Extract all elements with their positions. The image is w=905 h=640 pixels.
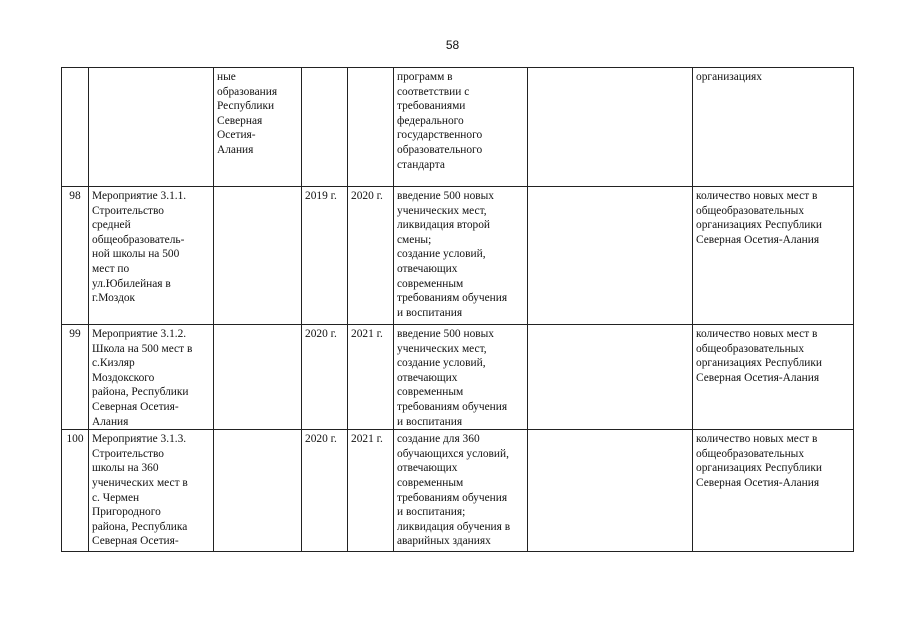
expected-result-cell: введение 500 новых ученических мест, создание условий, отвечающих современным требованиям обучения и воспитания xyxy=(394,325,528,430)
table-row xyxy=(62,187,854,325)
indicator-cell: количество новых мест в общеобразовательных организациях Республики Северная Осетия-Алания xyxy=(693,430,854,552)
row-number-cell xyxy=(62,68,89,187)
expected-result-cell: введение 500 новых ученических мест, ликвидация второй смены; создание условий, отвечающих современным требованиям обучения и воспитания xyxy=(394,187,528,325)
consequence-cell xyxy=(528,430,693,552)
row-number-cell: 98 xyxy=(62,187,89,325)
row-number-cell: 99 xyxy=(62,325,89,430)
table-row xyxy=(62,68,854,187)
activity-name-cell: Мероприятие 3.1.2. Школа на 500 мест в с.Кизляр Моздокского района, Республики Северная Осетия- Алания xyxy=(89,325,214,430)
program-activities-table xyxy=(61,67,854,552)
table-row xyxy=(62,430,854,552)
executor-cell xyxy=(214,430,302,552)
start-year-cell: 2019 г. xyxy=(302,187,348,325)
start-year-cell: 2020 г. xyxy=(302,430,348,552)
activity-name-cell: Мероприятие 3.1.1. Строительство средней общеобразователь- ной школы на 500 мест по ул.Юбилейная в г.Моздок xyxy=(89,187,214,325)
consequence-cell xyxy=(528,325,693,430)
executor-cell: ные образования Республики Северная Осетия- Алания xyxy=(214,68,302,187)
expected-result-cell: создание для 360 обучающихся условий, отвечающих современным требованиям обучения и воспитания; ликвидация обучения в аварийных зданиях xyxy=(394,430,528,552)
indicator-cell: количество новых мест в общеобразовательных организациях Республики Северная Осетия-Алания xyxy=(693,325,854,430)
end-year-cell: 2021 г. xyxy=(348,430,394,552)
indicator-cell: количество новых мест в общеобразовательных организациях Республики Северная Осетия-Алания xyxy=(693,187,854,325)
consequence-cell xyxy=(528,187,693,325)
table-row xyxy=(62,325,854,430)
activity-name-cell: Мероприятие 3.1.3. Строительство школы на 360 ученических мест в с. Чермен Пригородного района, Республика Северная Осетия- xyxy=(89,430,214,552)
executor-cell xyxy=(214,325,302,430)
start-year-cell: 2020 г. xyxy=(302,325,348,430)
activity-name-cell xyxy=(89,68,214,187)
indicator-cell: организациях xyxy=(693,68,854,187)
end-year-cell: 2021 г. xyxy=(348,325,394,430)
consequence-cell xyxy=(528,68,693,187)
row-number-cell: 100 xyxy=(62,430,89,552)
start-year-cell xyxy=(302,68,348,187)
end-year-cell: 2020 г. xyxy=(348,187,394,325)
expected-result-cell: программ в соответствии с требованиями федерального государственного образовательного стандарта xyxy=(394,68,528,187)
end-year-cell xyxy=(348,68,394,187)
page-number: 58 xyxy=(445,38,460,52)
executor-cell xyxy=(214,187,302,325)
